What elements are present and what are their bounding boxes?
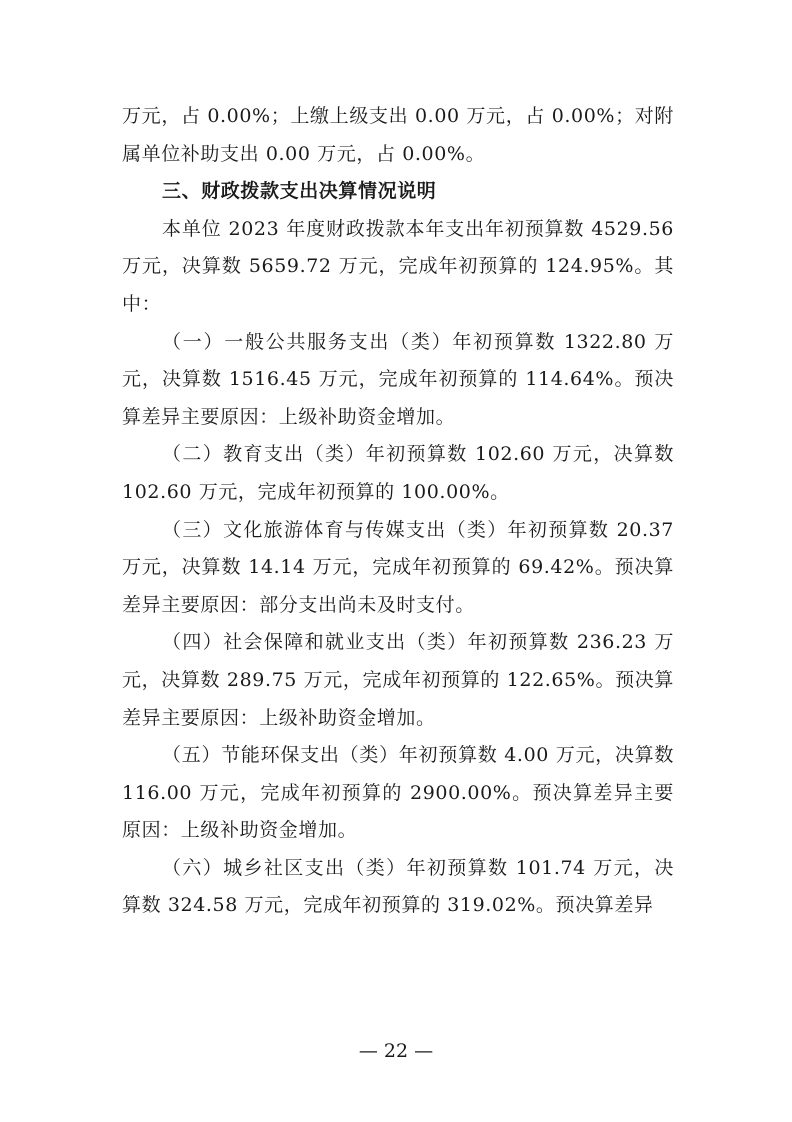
paragraph-item-6: （六）城乡社区支出（类）年初预算数 101.74 万元，决算数 324.58 万元，完成年初预算的 319.02%。预决算差异	[122, 856, 674, 917]
paragraph-summary: 本单位 2023 年度财政拨款本年支出年初预算数 4529.56 万元，决算数 5659.72 万元，完成年初预算的 124.95%。其中：	[122, 217, 674, 315]
paragraph-continuation: 万元，占 0.00%；上缴上级支出 0.00 万元，占 0.00%；对附属单位补助支出 0.00 万元，占 0.00%。	[122, 105, 674, 165]
paragraph-item-3: （三）文化旅游体育与传媒支出（类）年初预算数 20.37 万元，决算数 14.14 万元，完成年初预算的 69.42%。预决算差异主要原因：部分支出尚未及时支付。	[122, 518, 674, 616]
paragraph-item-1: （一）一般公共服务支出（类）年初预算数 1322.80 万元，决算数 1516.45 万元，完成年初预算的 114.64%。预决算差异主要原因：上级补助资金增加。	[122, 330, 674, 428]
section-heading: 三、财政拨款支出决算情况说明	[162, 180, 437, 203]
page-number: — 22 —	[358, 1040, 434, 1062]
paragraph-item-2: （二）教育支出（类）年初预算数 102.60 万元，决算数 102.60 万元，完成年初预算的 100.00%。	[122, 443, 674, 503]
document-body	[122, 98, 674, 925]
paragraph-item-4: （四）社会保障和就业支出（类）年初预算数 236.23 万元，决算数 289.75 万元，完成年初预算的 122.65%。预决算差异主要原因：上级补助资金增加。	[122, 631, 674, 729]
paragraph-item-5: （五）节能环保支出（类）年初预算数 4.00 万元，决算数 116.00 万元，完成年初预算的 2900.00%。预决算差异主要原因：上级补助资金增加。	[122, 744, 674, 842]
